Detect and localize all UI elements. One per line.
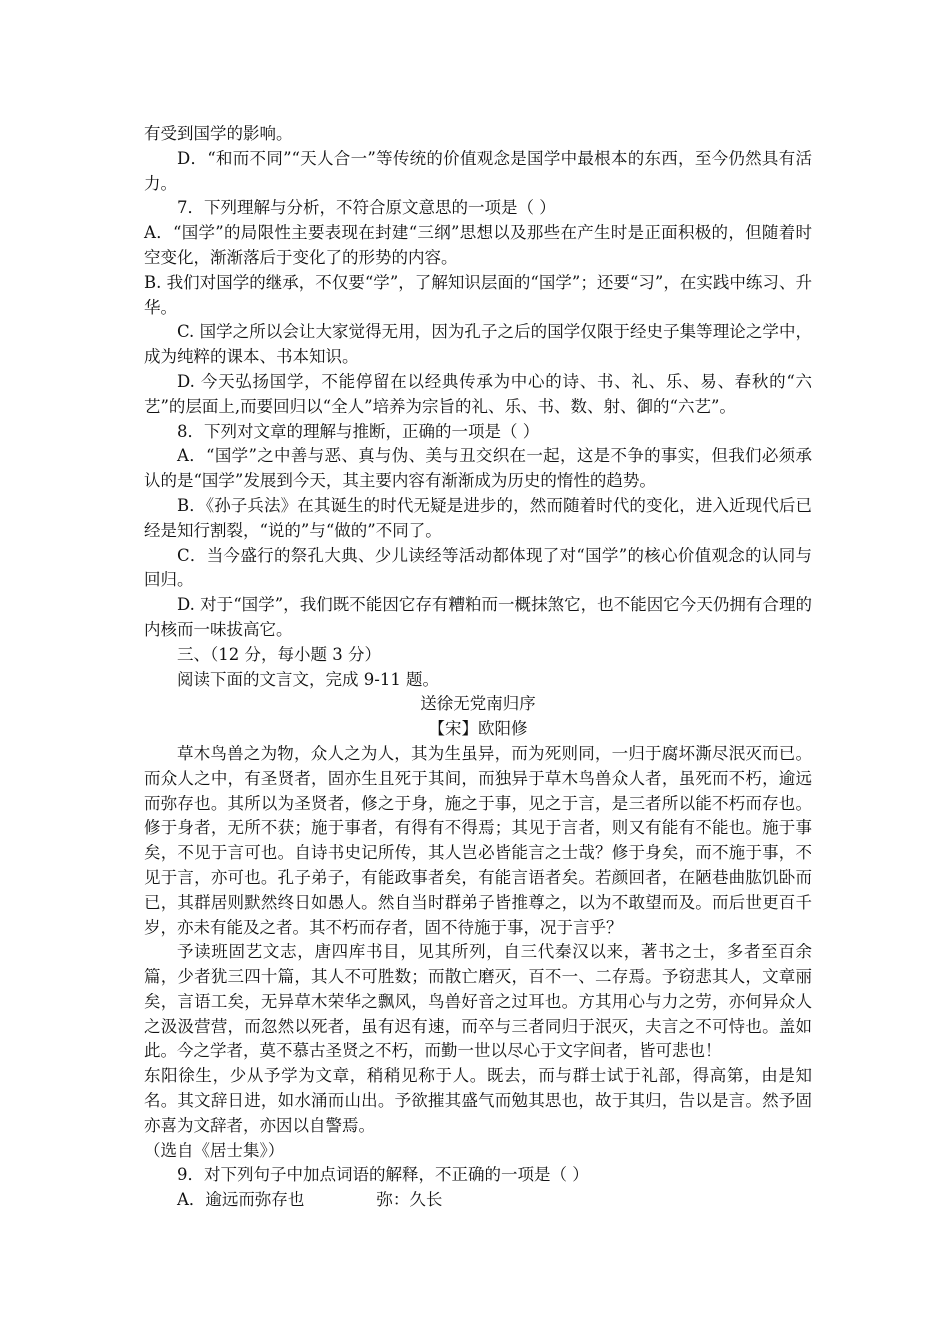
q8-option-d: D. 对于“国学”，我们既不能因它存有糟粕而一概抹煞它，也不能因它今天仍拥有合理的内核而一味拔高它。 [144, 595, 812, 639]
section-heading: 三、（12 分，每小题 3 分） [177, 644, 381, 664]
q9-option-a [144, 1188, 812, 1213]
q9-stem: 9．对下列句子中加点词语的解释，不正确的一项是（ ） [177, 1165, 589, 1185]
passage-paragraph-3: 东阳徐生，少从予学为文章，稍稍见称于人。既去，而与群士试于礼部，得高第，由是知名。其文辞日进，如水涌而山出。予欲摧其盛气而勉其思也，故于其归，告以是言。然予固亦喜为文辞者，亦因以自警焉。 [144, 1066, 812, 1135]
passage-paragraph-1: 草木鸟兽之为物，众人之为人，其为生虽异，而为死则同，一归于腐坏澌尽泯灭而已。而众人之中，有圣贤者，固亦生且死于其间，而独异于草木鸟兽众人者，虽死而不朽，逾远而弥存也。其所以为圣贤者，修之于身，施之于事，见之于言，是三者所以能不朽而存也。修于身者，无所不获；施于事者，有得有不得焉；其见于言者，则又有能有不能也。施于事矣，不见于言可也。自诗书史记所传，其人岂必皆能言之士哉？修于身矣，而不施于事，不见于言，亦可也。孔子弟子，有能政事者矣，有能言语者矣。若颜回者，在陋巷曲肱饥卧而已，其群居则默然终日如愚人。然自当时群弟子皆推尊之，以为不敢望而及。而后世更百千岁，亦未有能及之者。其不朽而存者，固不待施于事，况于言乎？ [144, 743, 812, 937]
q7-option-d: D. 今天弘扬国学，不能停留在以经典传承为中心的诗、书、礼、乐、易、春秋的“六艺”的层面上,而要回归以“全人”培养为宗旨的礼、乐、书、数、射、御的“六艺”。 [144, 371, 812, 416]
q9-option-a-sentence: A．逾远而弥存也 [177, 1190, 305, 1210]
passage-title: 送徐无党南归序 [420, 694, 536, 714]
passage-source: （选自《居士集》） [144, 1140, 285, 1160]
q7-option-b: B. 我们对国学的继承，不仅要“学”，了解知识层面的“国学”；还要“习”，在实践中练习、升华。 [144, 272, 812, 317]
q7-option-a: A．“国学”的局限性主要表现在封建“三纲”思想以及那些在产生时是正面积极的，但随着时空变化，渐渐落后于变化了的形势的内容。 [144, 223, 812, 267]
passage-author: 【宋】欧阳修 [428, 719, 528, 739]
q8-option-c: C．当今盛行的祭孔大典、少儿读经等活动都体现了对“国学”的核心价值观念的认同与回归。 [144, 545, 812, 590]
q8-option-b: B．《孙子兵法》在其诞生的时代无疑是进步的，然而随着时代的变化，进入近现代后已经是知行割裂，“说的”与“做的”不同了。 [144, 495, 812, 540]
exam-page [144, 122, 812, 1213]
q7-option-c: C. 国学之所以会让大家觉得无用，因为孔子之后的国学仅限于经史子集等理论之学中，成为纯粹的课本、书本知识。 [144, 322, 812, 367]
paragraph-continued: 有受到国学的影响。 [144, 124, 293, 143]
q9-option-a-gloss: 弥：久长 [376, 1190, 443, 1210]
reading-instruction: 阅读下面的文言文，完成 9-11 题。 [177, 669, 440, 689]
q7-stem: 7．下列理解与分析，不符合原文意思的一项是（ ） [177, 198, 556, 218]
q6-option-d: D．“和而不同”“天人合一”等传统的价值观念是国学中最根本的东西，至今仍然具有活力。 [144, 148, 812, 193]
q8-stem: 8．下列对文章的理解与推断，正确的一项是（ ） [177, 421, 540, 441]
q8-option-a: A．“国学”之中善与恶、真与伪、美与丑交织在一起，这是不争的事实，但我们必须承认的是“国学”发展到今天，其主要内容有渐渐成为历史的惰性的趋势。 [144, 446, 812, 491]
passage-paragraph-2: 予读班固艺文志，唐四库书目，见其所列，自三代秦汉以来，著书之士，多者至百余篇，少者犹三四十篇，其人不可胜数；而散亡磨灭，百不一、二存焉。予窃悲其人，文章丽矣，言语工矣，无异草木荣华之飘风，鸟兽好音之过耳也。方其用心与力之劳，亦何异众人之汲汲营营，而忽然以死者，虽有迟有速，而卒与三者同归于泯灭，夫言之不可恃也。盖如此。今之学者，莫不慕古圣贤之不朽，而勤一世以尽心于文字间者，皆可悲也！ [144, 942, 812, 1061]
